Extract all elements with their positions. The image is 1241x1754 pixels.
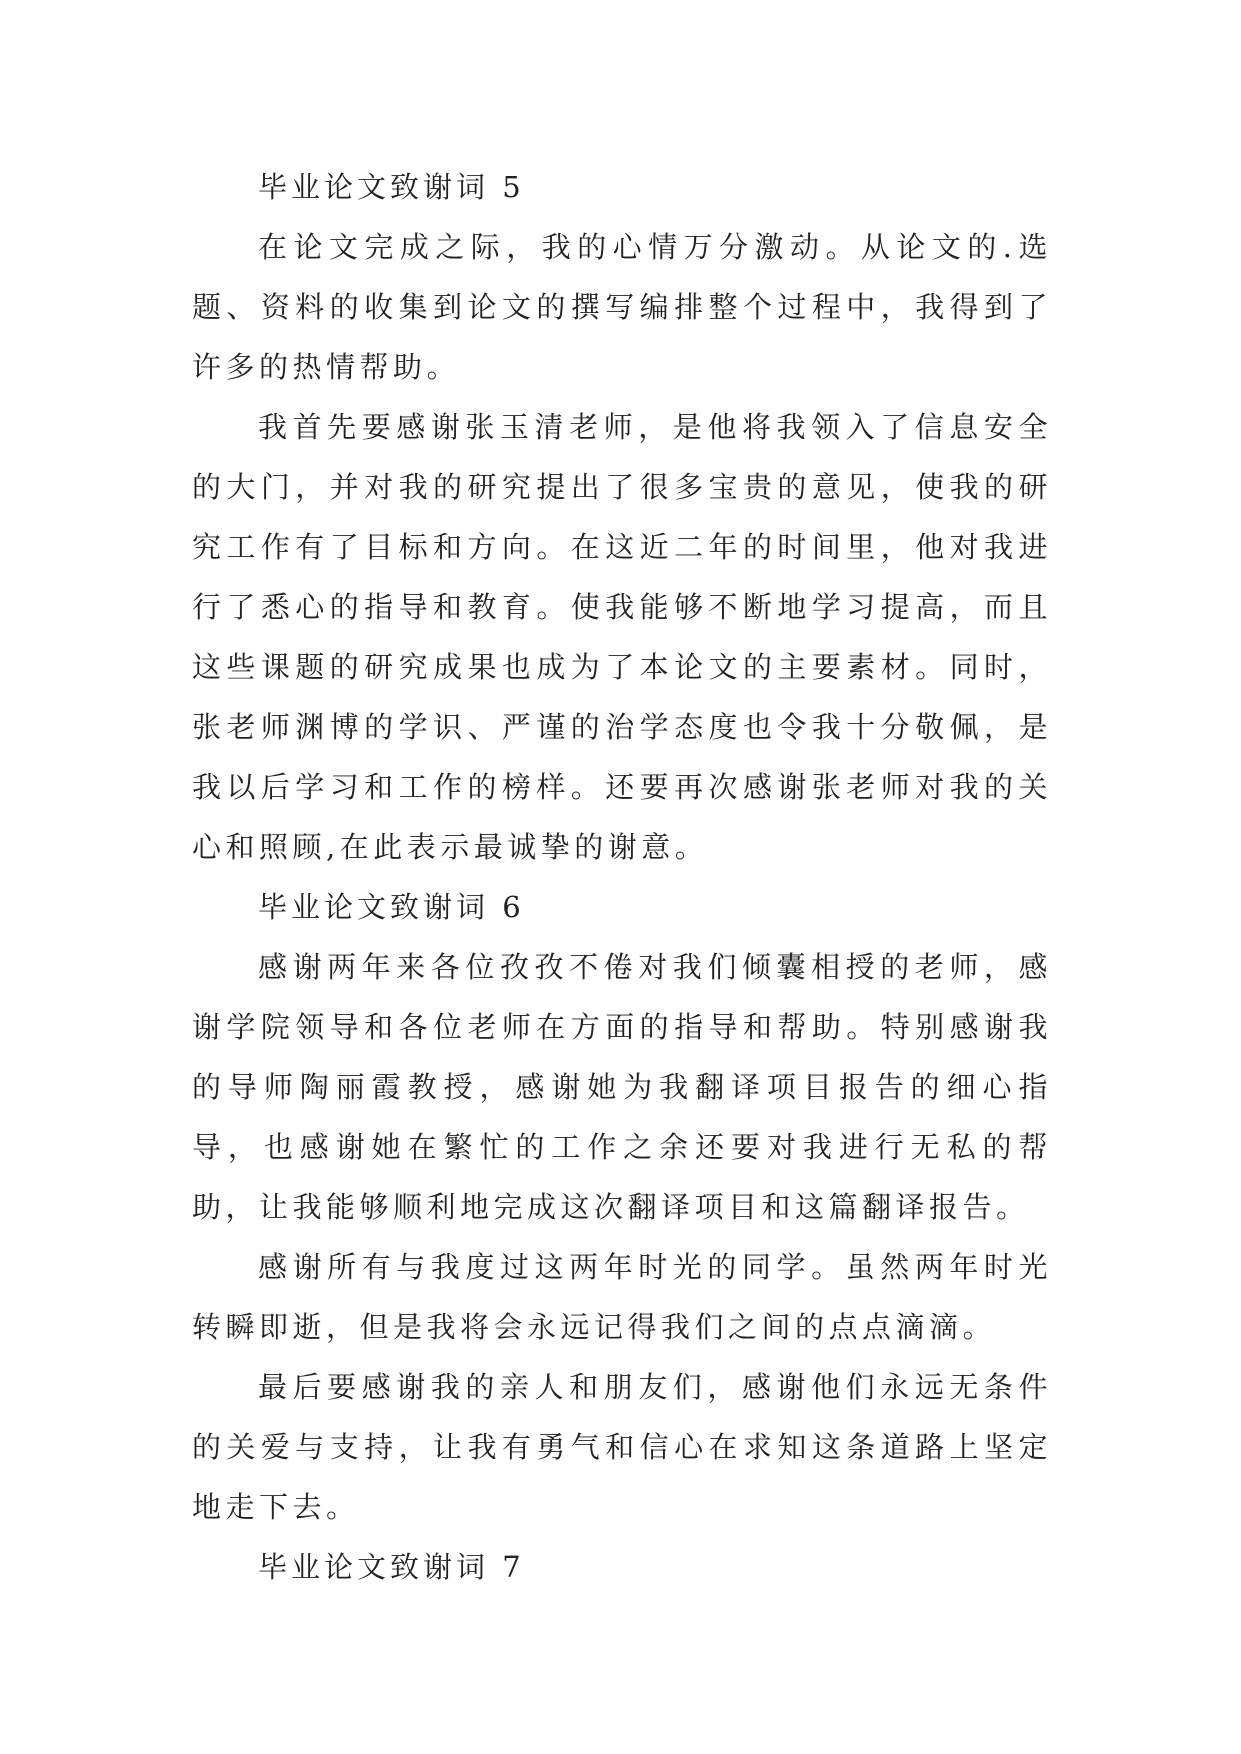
paragraph: 在论文完成之际，我的心情万分激动。从论文的.选题、资料的收集到论文的撰写编排整个过程中，我得到了许多的热情帮助。 <box>192 230 1052 384</box>
section-heading-6: 毕业论文致谢词 6 <box>258 890 525 924</box>
section-heading-5: 毕业论文致谢词 5 <box>258 170 525 204</box>
document-body <box>192 157 1052 1597</box>
paragraph: 最后要感谢我的亲人和朋友们，感谢他们永远无条件的关爱与支持，让我有勇气和信心在求知这条道路上坚定地走下去。 <box>192 1370 1052 1524</box>
paragraph: 感谢所有与我度过这两年时光的同学。虽然两年时光转瞬即逝，但是我将会永远记得我们之间的点点滴滴。 <box>192 1250 1052 1344</box>
paragraph: 感谢两年来各位孜孜不倦对我们倾囊相授的老师，感谢学院领导和各位老师在方面的指导和帮助。特别感谢我的导师陶丽霞教授，感谢她为我翻译项目报告的细心指导，也感谢她在繁忙的工作之余还要对我进行无私的帮助，让我能够顺利地完成这次翻译项目和这篇翻译报告。 <box>192 950 1052 1224</box>
paragraph: 我首先要感谢张玉清老师，是他将我领入了信息安全的大门，并对我的研究提出了很多宝贵的意见，使我的研究工作有了目标和方向。在这近二年的时间里，他对我进行了悉心的指导和教育。使我能够不断地学习提高，而且这些课题的研究成果也成为了本论文的主要素材。同时，张老师渊博的学识、严谨的治学态度也令我十分敬佩，是我以后学习和工作的榜样。还要再次感谢张老师对我的关心和照顾,在此表示最诚挚的谢意。 <box>192 410 1052 864</box>
section-heading-7: 毕业论文致谢词 7 <box>258 1550 525 1584</box>
